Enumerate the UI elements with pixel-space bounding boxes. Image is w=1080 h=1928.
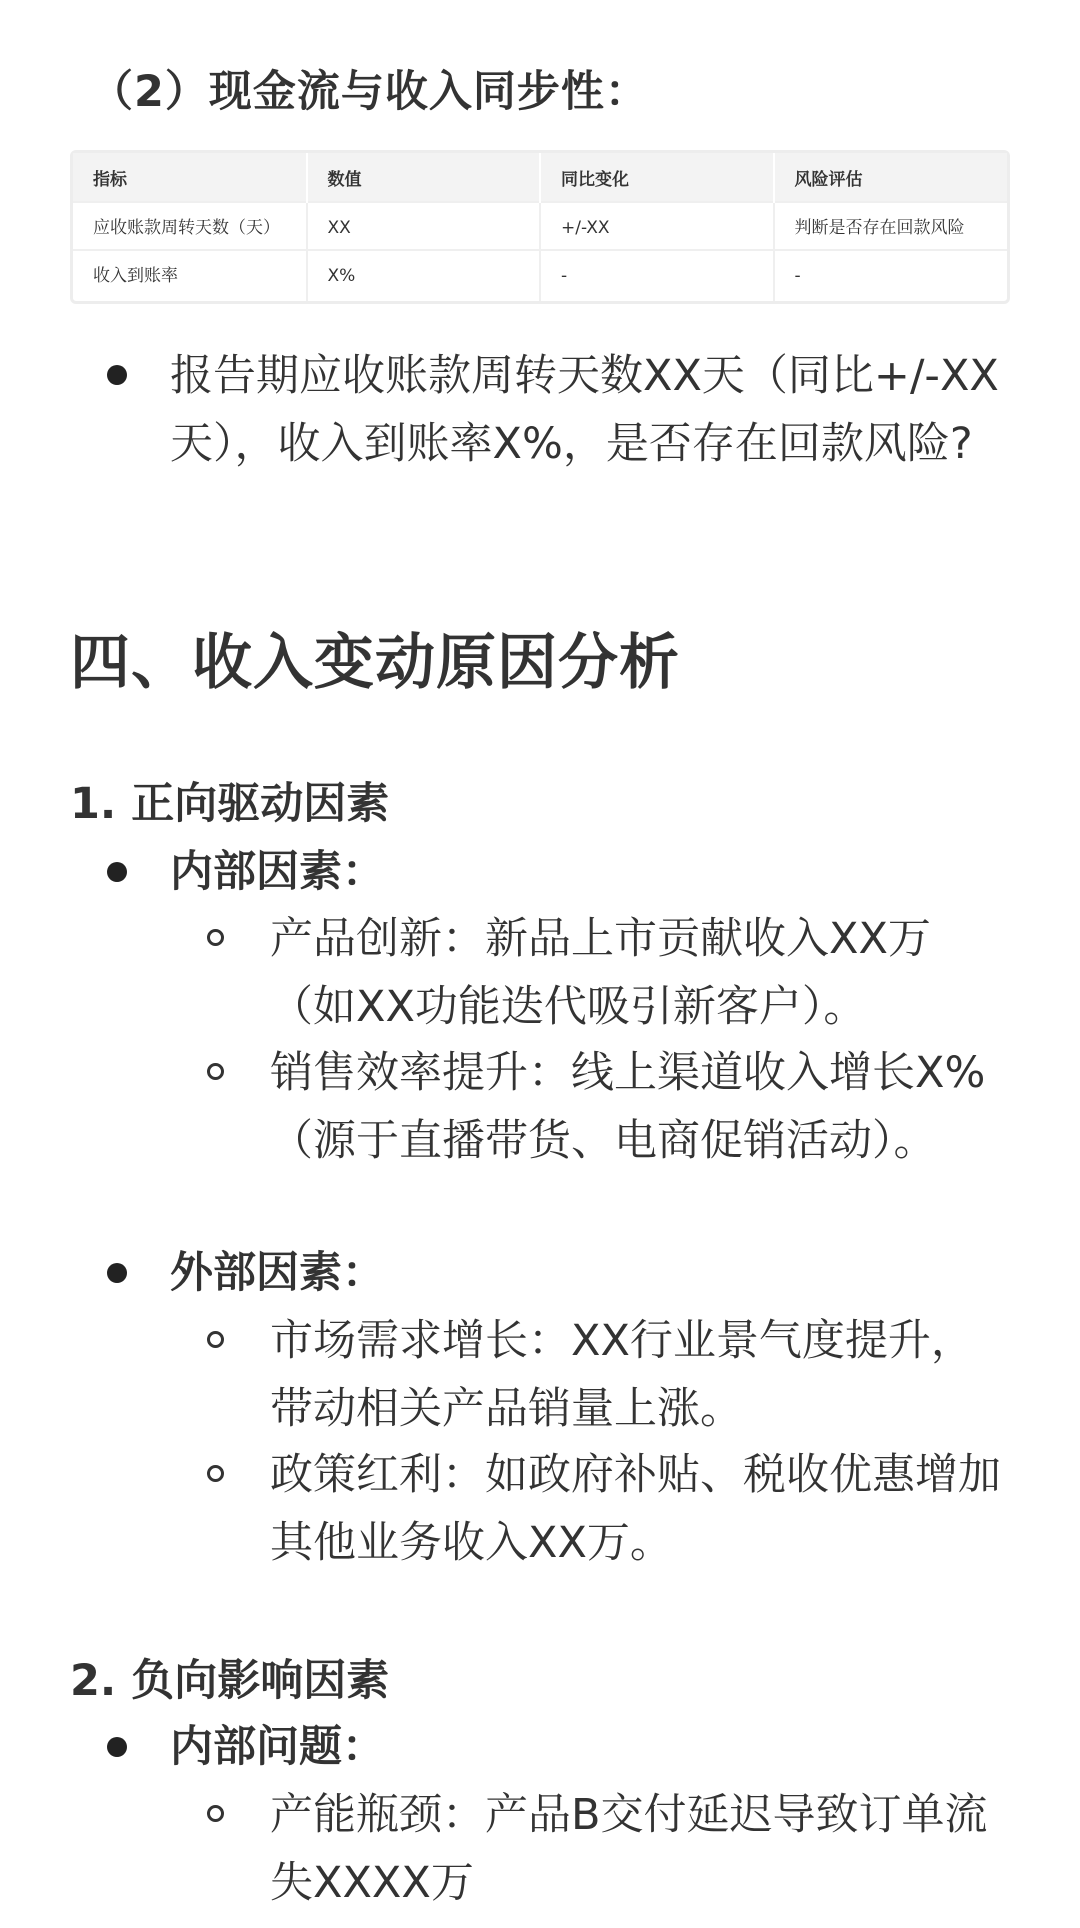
negative-factors-heading: 2. 负向影响因素 bbox=[70, 1656, 390, 1706]
table-cell: 判断是否存在回款风险 bbox=[774, 202, 1008, 250]
table-cell: +/-XX bbox=[540, 202, 774, 250]
internal-problems-label: 内部问题： bbox=[170, 1722, 385, 1772]
sub-bullet-ring bbox=[207, 929, 224, 946]
table-header-row bbox=[73, 153, 1007, 202]
sub-bullet-ring bbox=[207, 1465, 224, 1482]
cashflow-table-grid bbox=[73, 153, 1007, 301]
bullet-dot bbox=[107, 862, 127, 882]
table-row bbox=[73, 250, 1007, 301]
list-item: 产能瓶颈：产品B交付延迟导致订单流失XXXX万 bbox=[270, 1790, 988, 1908]
table-header-cell: 数值 bbox=[307, 153, 541, 202]
table-cell: 收入到账率 bbox=[73, 250, 307, 301]
table-header-cell: 风险评估 bbox=[774, 153, 1008, 202]
list-item: 产品创新：新品上市贡献收入XX万（如XX功能迭代吸引新客户）。 bbox=[270, 914, 931, 1032]
cashflow-bullet-text: 报告期应收账款周转天数XX天（同比+/-XX天），收入到账率X%，是否存在回款风险? bbox=[170, 351, 999, 469]
table-cell: X% bbox=[307, 250, 541, 301]
bullet-dot bbox=[107, 365, 127, 385]
table-cell: XX bbox=[307, 202, 541, 250]
bullet-dot bbox=[107, 1737, 127, 1757]
section-heading: 四、收入变动原因分析 bbox=[70, 628, 680, 698]
positive-factors-heading: 1. 正向驱动因素 bbox=[70, 779, 390, 829]
table-cell: - bbox=[774, 250, 1008, 301]
sub-bullet-ring bbox=[207, 1805, 224, 1822]
sub-bullet-ring bbox=[207, 1063, 224, 1080]
table-row bbox=[73, 202, 1007, 250]
internal-factors-label: 内部因素： bbox=[170, 847, 385, 897]
list-item: 市场需求增长：XX行业景气度提升，带动相关产品销量上涨。 bbox=[270, 1316, 974, 1434]
table-cell: 应收账款周转天数（天） bbox=[73, 202, 307, 250]
table-header-cell: 指标 bbox=[73, 153, 307, 202]
cashflow-table bbox=[70, 150, 1010, 304]
cashflow-sync-subheading: （2）现金流与收入同步性： bbox=[90, 67, 649, 117]
table-cell: - bbox=[540, 250, 774, 301]
table-header-cell: 同比变化 bbox=[540, 153, 774, 202]
bullet-dot bbox=[107, 1263, 127, 1283]
external-factors-label: 外部因素： bbox=[170, 1248, 385, 1298]
sub-bullet-ring bbox=[207, 1331, 224, 1348]
list-item: 销售效率提升：线上渠道收入增长X%（源于直播带货、电商促销活动）。 bbox=[270, 1048, 986, 1166]
list-item: 政策红利：如政府补贴、税收优惠增加其他业务收入XX万。 bbox=[270, 1450, 1001, 1568]
